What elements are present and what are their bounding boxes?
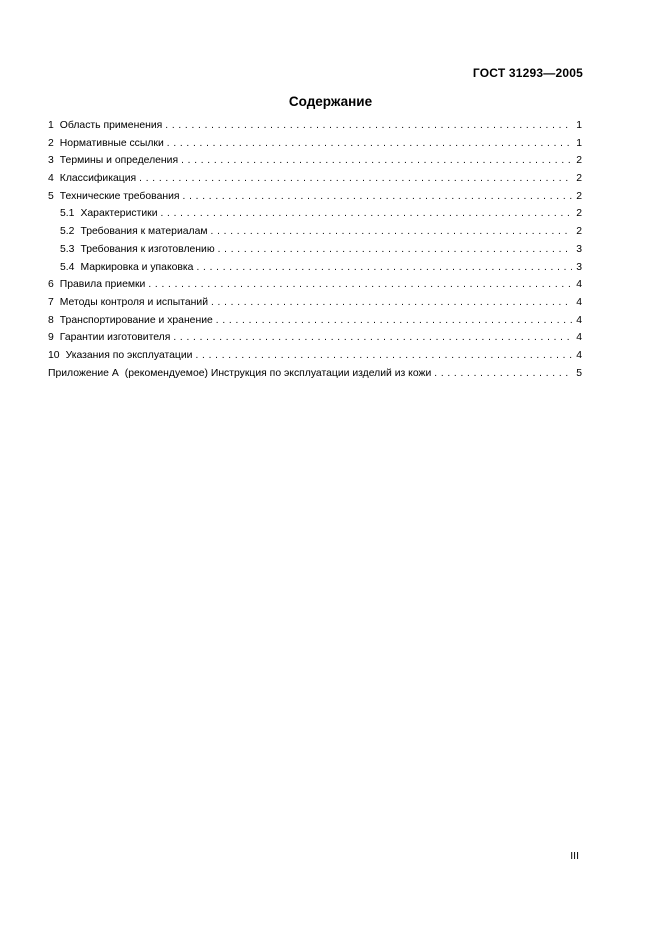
- toc-entry-number: 10: [48, 349, 60, 361]
- leader-dots: [196, 262, 572, 273]
- toc-entry[interactable]: [48, 350, 582, 368]
- page-number: III: [570, 850, 579, 862]
- leader-dots: [148, 279, 572, 290]
- toc-entry-title: Гарантии изготовителя: [59, 332, 171, 344]
- toc-entry[interactable]: [48, 297, 582, 315]
- toc-entry-title: Методы контроля и испытаний: [59, 296, 208, 308]
- toc-entry-page: 4: [576, 314, 582, 326]
- leader-dots: [434, 368, 572, 379]
- toc-entry-page: 5: [576, 367, 582, 379]
- toc-entry-page: 4: [576, 296, 582, 308]
- toc-entry-title: Маркировка и упаковка: [80, 261, 194, 273]
- toc-entry-number: 2: [48, 137, 54, 149]
- toc-entry-number: 5.4: [60, 261, 75, 273]
- toc-entry-page: 2: [576, 190, 582, 202]
- toc-entry-number: 5.1: [60, 208, 75, 220]
- toc-entry-page: 2: [576, 173, 582, 185]
- toc-entry-title: Требования к изготовлению: [80, 243, 215, 255]
- toc-entry-title: (рекомендуемое) Инструкция по эксплуатации изделий из кожи: [124, 367, 432, 379]
- toc-entry[interactable]: [48, 138, 582, 156]
- document-code: ГОСТ 31293—2005: [472, 66, 583, 80]
- toc-entry-page: 4: [576, 279, 582, 291]
- toc-entry-title: Характеристики: [80, 208, 158, 220]
- toc-title: Содержание: [288, 94, 373, 109]
- toc-entry-number: Приложение А: [48, 367, 119, 379]
- leader-dots: [173, 332, 572, 343]
- toc-entry-number: 6: [48, 279, 54, 291]
- leader-dots: [183, 191, 572, 202]
- toc-entry-number: 3: [48, 155, 54, 167]
- toc-entry-number: 4: [48, 173, 54, 185]
- toc-subentry[interactable]: [48, 262, 582, 280]
- toc-entry[interactable]: [48, 315, 582, 333]
- toc-entry[interactable]: [48, 332, 582, 350]
- toc-entry-page: 1: [576, 120, 582, 131]
- toc-entry-number: 7: [48, 296, 54, 308]
- toc-entry-number: 8: [48, 314, 54, 326]
- toc-entry-number: 9: [48, 332, 54, 344]
- toc-entry-number: 5: [48, 190, 54, 202]
- leader-dots: [181, 155, 572, 166]
- toc-entry[interactable]: [48, 120, 582, 138]
- toc-entry[interactable]: [48, 155, 582, 173]
- table-of-contents: [48, 120, 582, 385]
- toc-entry-title: Классификация: [59, 173, 137, 185]
- toc-subentry[interactable]: [48, 244, 582, 262]
- toc-entry-page: 3: [576, 243, 582, 255]
- toc-entry-appendix[interactable]: [48, 368, 582, 386]
- toc-entry-number: 5.2: [60, 226, 75, 238]
- leader-dots: [165, 120, 572, 131]
- toc-entry-page: 4: [576, 332, 582, 344]
- toc-entry-page: 2: [576, 226, 582, 238]
- leader-dots: [218, 244, 572, 255]
- toc-subentry[interactable]: [48, 226, 582, 244]
- toc-entry-title: Нормативные ссылки: [59, 137, 164, 149]
- toc-entry-page: 3: [576, 261, 582, 273]
- toc-entry-number: 5.3: [60, 243, 75, 255]
- toc-entry-number: 1: [48, 120, 54, 131]
- toc-entry-title: Технические требования: [59, 190, 180, 202]
- toc-entry-title: Правила приемки: [59, 279, 146, 291]
- toc-entry-title: Транспортирование и хранение: [59, 314, 213, 326]
- leader-dots: [195, 350, 572, 361]
- toc-entry-page: 2: [576, 208, 582, 220]
- toc-entry-page: 1: [576, 137, 582, 149]
- leader-dots: [161, 208, 573, 219]
- toc-entry[interactable]: [48, 279, 582, 297]
- leader-dots: [211, 226, 572, 237]
- toc-entry[interactable]: [48, 191, 582, 209]
- leader-dots: [211, 297, 572, 308]
- leader-dots: [139, 173, 572, 184]
- toc-entry-title: Область применения: [59, 120, 163, 131]
- toc-entry[interactable]: [48, 173, 582, 191]
- leader-dots: [216, 315, 572, 326]
- toc-entry-page: 4: [576, 349, 582, 361]
- toc-entry-page: 2: [576, 155, 582, 167]
- toc-subentry[interactable]: [48, 208, 582, 226]
- toc-entry-title: Требования к материалам: [80, 226, 208, 238]
- leader-dots: [167, 138, 572, 149]
- toc-entry-title: Указания по эксплуатации: [65, 349, 193, 361]
- toc-entry-title: Термины и определения: [59, 155, 179, 167]
